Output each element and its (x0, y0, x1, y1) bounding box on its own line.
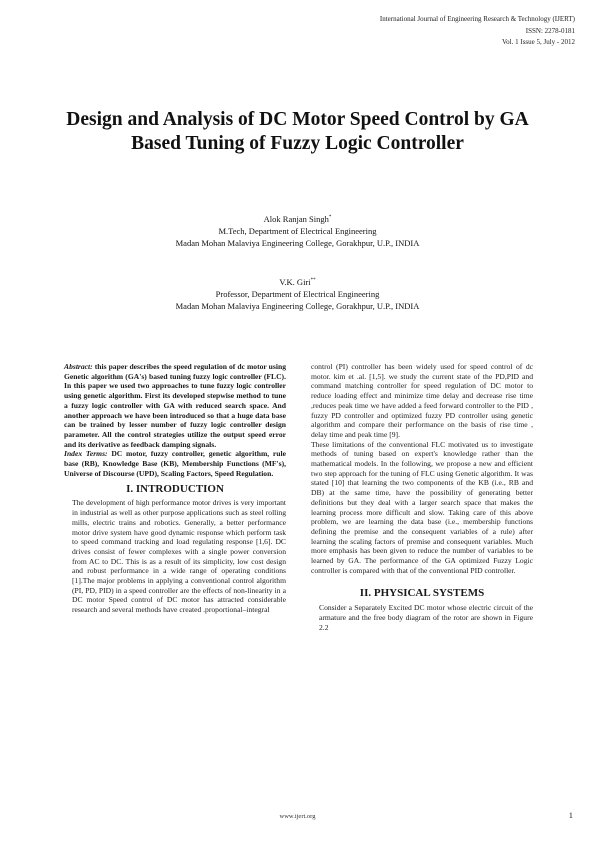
footer-url-link[interactable]: www.ijert.org (279, 813, 316, 820)
abstract-text: this paper describes the speed regulation of dc motor using Genetic algorithm (GA's) based tuning fuzzy logic controller (FLC). In this paper we used two approaches to tune fuzzy logic controller using genetic algorithm. First its developed stepwise method to tune a fuzzy logic controller with GA with reduced search space. And another approach we have been introduced so that a huge data base can be trained by lesser number of fuzzy logic controller design parameter. All the control strategies utilize the output speed error and its derivative as feedback damping signals. (64, 362, 286, 449)
author-role: M.Tech, Department of Electrical Engineering (218, 225, 377, 236)
author-name: V.K. Giri** (279, 276, 316, 287)
journal-issn: ISSN: 2278-0181 (525, 26, 575, 35)
author-block-1 (0, 212, 595, 249)
section-heading-introduction: I. INTRODUCTION (126, 483, 224, 496)
intro-paragraph-limitations: These limitations of the conventional FLC motivated us to investigate methods of tuning based on expert's knowledge rather than the mathematical models. In the following, we propose a new and efficient two step approach for the tuning of FLC using Genetic algorithm. It was stated [10] that learning the two components of the KB (i.e., RB and DB) at the same time, have the possibility of generating better definitions but they deal with a larger search space that makes the learning process more difficult and slow. Taking care of this above problem, we are learning the data base (i.e., membership functions defining the premise and the consequent variables of a rule) after learning the scaling factors of premise and consequent variables. Much more emphasis has been given to reduce the number of variables to be learned by GA. The performance of the GA optimized Fuzzy Logic controller is compared with that of the conventional PID controller. (311, 439, 533, 575)
index-terms (64, 449, 286, 478)
author-mark: * (328, 215, 332, 220)
author-role: Professor, Department of Electrical Engineering (215, 288, 380, 299)
author-name: Alok Ranjan Singh* (263, 213, 332, 224)
right-column (311, 362, 533, 633)
intro-paragraph: The development of high performance motor drives is very important in industrial as well as other purpose applications such as steel rolling mills, electric trains and robotics. Generally, a better performance motor drive system have good dynamic response which perform task to speed command tracking and load regulating response [1,6]. DC drives consist of fewer complexes with a single power conversion from AC to DC. This is as a result of its simplicity, low cost design and robust performance in a wide range of operating conditions [1].The major problems in applying a conventional control algorithm (PI, PD, PID) in a speed controller are the effects of non-linearity in a DC motor Speed control of DC motor has attracted considerable research and several methods have created .proportional–integral (72, 498, 286, 615)
journal-volume: Vol. 1 Issue 5, July - 2012 (502, 38, 575, 46)
index-terms-label: Index Terms: (64, 449, 108, 459)
author-mark: ** (310, 278, 316, 283)
journal-name: International Journal of Engineering Research & Technology (IJERT) (379, 15, 575, 23)
author-affiliation: Madan Mohan Malaviya Engineering College, Gorakhpur, U.P., INDIA (175, 300, 420, 311)
abstract (64, 362, 286, 449)
abstract-label: Abstract: (64, 362, 93, 371)
journal-header (380, 14, 575, 49)
section-heading-physical-systems: II. PHYSICAL SYSTEMS (359, 587, 485, 600)
page-number: 1 (568, 810, 573, 820)
physical-systems-paragraph: Consider a Separately Excited DC motor whose electric circuit of the armature and the free body diagram of the rotor are shown in Figure 2.2 (319, 603, 533, 632)
index-terms-text: DC motor, fuzzy controller, genetic algorithm, rule base (RB), Knowledge Base (KB), Membership Functions (MF's), Universe of Discourse (UPD), Scaling Factors, Speed Regulation. (64, 449, 287, 478)
author-block-2 (0, 275, 595, 312)
paper-title: Design and Analysis of DC Motor Speed Control by GA Based Tuning of Fuzzy Logic Controller (66, 109, 529, 154)
intro-paragraph-continued: control (PI) controller has been widely used for speed control of dc motor. kim et .al. [1,5]. we study the current state of the PD,PID and command matching controller for speed regulation of DC motor to reduce loading effect and minimize time delay and decrease rise time ,reduces peak time we have added a feed forward controller to the PID , fuzzy PD controller and optimized fuzzy PD controller using genetic algorithm and compare their performance on the basis of rise time , delay time and peak time [9]. (311, 362, 533, 439)
author-affiliation: Madan Mohan Malaviya Engineering College, Gorakhpur, U.P., INDIA (175, 237, 420, 248)
left-column (64, 362, 286, 615)
